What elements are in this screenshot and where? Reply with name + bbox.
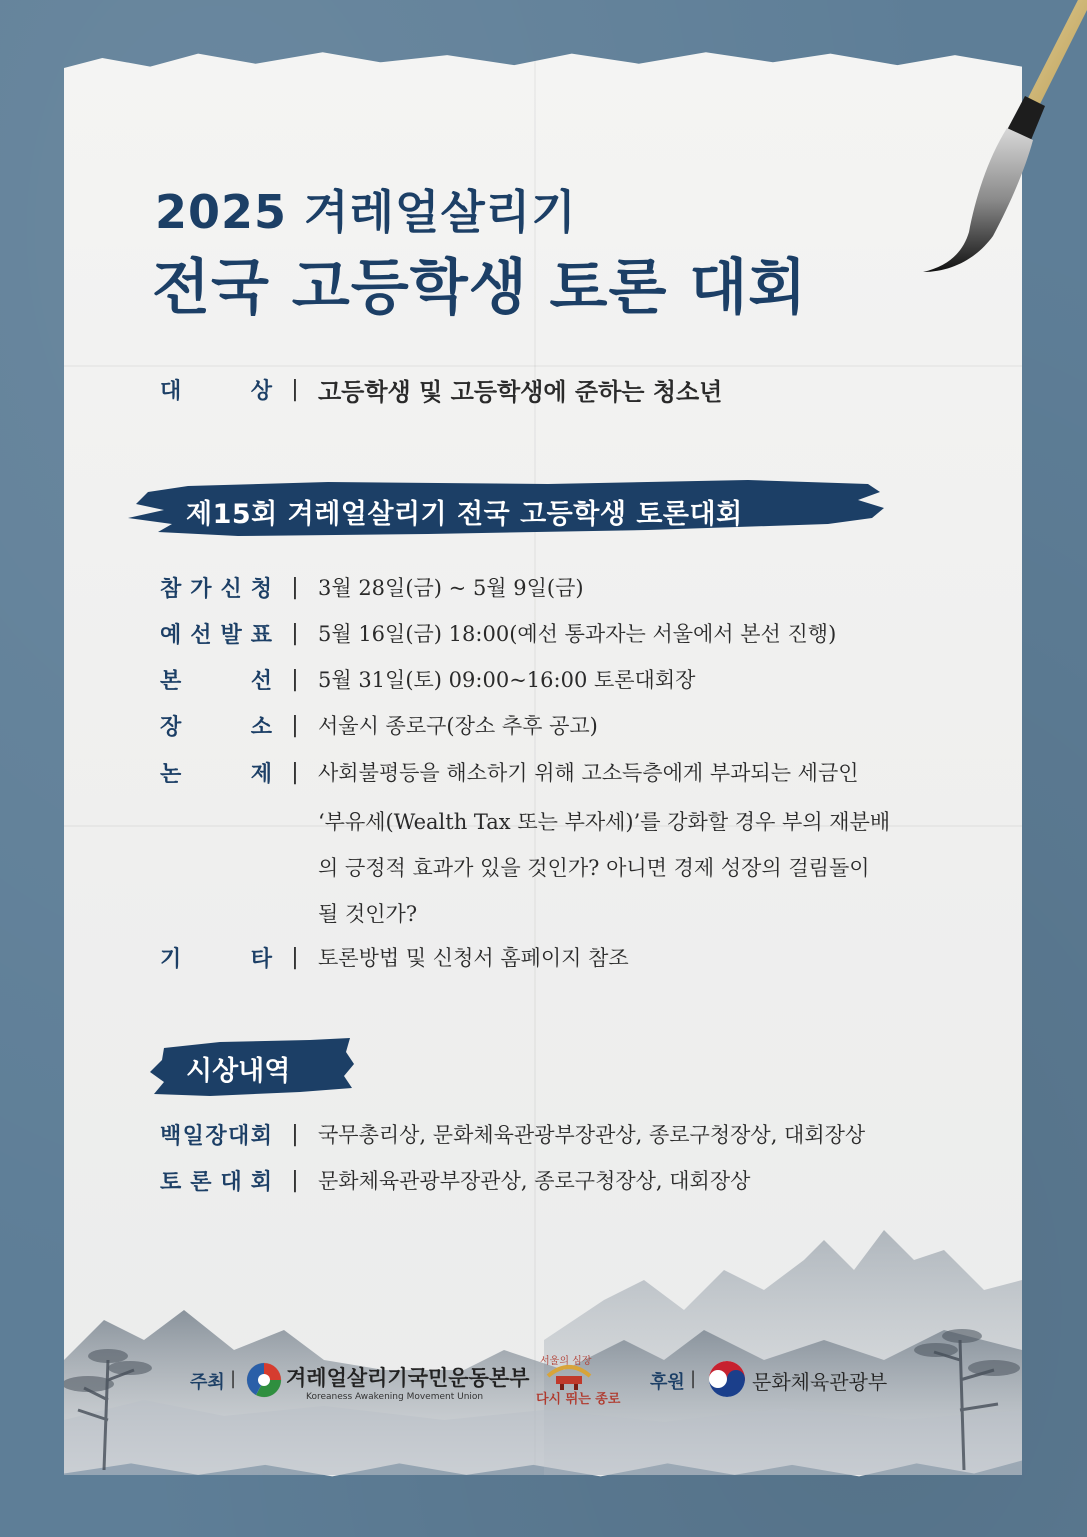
poster-title-line2: 전국 고등학생 토론 대회 [152, 253, 808, 323]
host-org-name: 겨레얼살리기국민운동본부 [286, 1366, 530, 1390]
application-period: 3월 28일(금) ~ 5월 9일(금) [318, 576, 584, 600]
award-row: 백 일 장 대 회 | 국무총리상, 문화체육관광부장관상, 종로구청장상, 대회장상 [160, 1117, 865, 1151]
award-value: 문화체육관광부장관상, 종로구청장상, 대회장상 [318, 1169, 751, 1193]
poster-title-line1: 2025 겨레얼살리기 [155, 185, 577, 239]
awards-banner-title: 시상내역 [186, 1056, 291, 1087]
target-row: 대 상 | 고등학생 및 고등학생에 준하는 청소년 [160, 372, 722, 406]
sponsor-label: 후원 [650, 1372, 685, 1393]
award-value: 국무총리상, 문화체육관광부장관상, 종로구청장상, 대회장상 [318, 1123, 866, 1147]
calligraphy-brush-icon [857, 0, 1087, 290]
etc-value: 토론방법 및 신청서 홈페이지 참조 [318, 946, 629, 970]
schedule-row: 본 선 | 5월 31일(토) 09:00~16:00 토론대회장 [160, 662, 695, 696]
debate-topic-line: 의 긍정적 효과가 있을 것인가? 아니면 경제 성장의 걸림돌이 [318, 856, 870, 880]
ink-mountain-landscape-icon [64, 1220, 1022, 1475]
host-org-logo-icon [246, 1362, 282, 1398]
target-label: 대 상 [160, 378, 272, 404]
jongno-logo: 서울의 심장 다시 뛰는 종로 [536, 1356, 621, 1407]
schedule-row: 논 제 | 사회불평등을 해소하기 위해 고소득층에게 부과되는 세금인 [160, 755, 859, 789]
sponsor-org-name: 문화체육관광부 [752, 1370, 888, 1394]
contest-banner-title: 제15회 겨레얼살리기 전국 고등학생 토론대회 [186, 499, 743, 530]
debate-topic: 사회불평등을 해소하기 위해 고소득층에게 부과되는 세금인 [318, 761, 859, 785]
final-round: 5월 31일(토) 09:00~16:00 토론대회장 [318, 668, 696, 692]
award-row: 토 론 대 회 | 문화체육관광부장관상, 종로구청장상, 대회장상 [160, 1163, 750, 1197]
host-org-english: Koreaness Awakening Movement Union [306, 1392, 484, 1402]
preliminary-announcement: 5월 16일(금) 18:00(예선 통과자는 서울에서 본선 진행) [318, 622, 837, 646]
ministry-taegeuk-icon [708, 1360, 746, 1398]
target-value: 고등학생 및 고등학생에 준하는 청소년 [318, 377, 723, 406]
schedule-row: 참 가 신 청 | 3월 28일(금) ~ 5월 9일(금) [160, 570, 584, 604]
debate-topic-line: 될 것인가? [318, 902, 418, 926]
footer: 주최 | 겨레얼살리기국민운동본부 Koreaness Awakening Movement Union 서울의 심장 다시 뛰는 종로 후원 | 문화체육관광부 [0, 1352, 1087, 1412]
schedule-row: 장 소 | 서울시 종로구(장소 추후 공고) [160, 708, 598, 742]
schedule-row: 예 선 발 표 | 5월 16일(금) 18:00(예선 통과자는 서울에서 본선 진행) [160, 616, 836, 650]
venue: 서울시 종로구(장소 추후 공고) [318, 714, 598, 738]
host-label: 주최 [190, 1372, 225, 1393]
debate-topic-line: ‘부유세(Wealth Tax 또는 부자세)’를 강화할 경우 부의 재분배 [318, 810, 891, 834]
etc-row: 기 타 | 토론방법 및 신청서 홈페이지 참조 [160, 940, 629, 974]
